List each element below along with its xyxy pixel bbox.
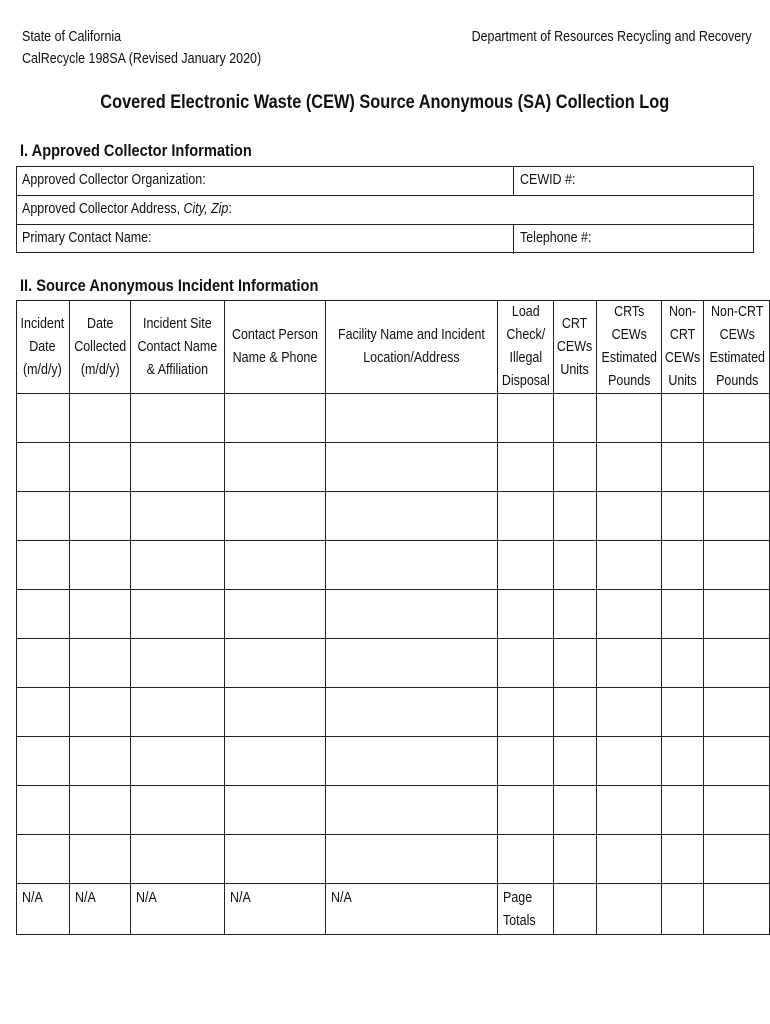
date-collected-cell[interactable] bbox=[69, 639, 131, 688]
crt-units-cell[interactable] bbox=[554, 394, 596, 443]
noncrt-units-cell[interactable] bbox=[662, 737, 704, 786]
total-noncrt-units-cell[interactable] bbox=[662, 884, 704, 935]
date-collected-cell[interactable] bbox=[69, 835, 131, 884]
site-contact-cell[interactable] bbox=[131, 590, 225, 639]
form-id-label: CalRecycle 198SA (Revised January 2020) bbox=[22, 51, 262, 67]
table-row bbox=[17, 492, 770, 541]
crt-units-cell[interactable] bbox=[554, 639, 596, 688]
site-contact-cell[interactable] bbox=[131, 737, 225, 786]
crt-pounds-cell[interactable] bbox=[596, 639, 662, 688]
crt-pounds-cell[interactable] bbox=[596, 835, 662, 884]
org-row bbox=[17, 167, 753, 196]
site-contact-cell[interactable] bbox=[131, 443, 225, 492]
incident-date-cell[interactable] bbox=[17, 688, 70, 737]
table-row bbox=[17, 639, 770, 688]
noncrt-units-cell[interactable] bbox=[662, 492, 704, 541]
noncrt-pounds-cell[interactable] bbox=[704, 443, 770, 492]
approved-collector-info-box bbox=[16, 166, 754, 253]
noncrt-pounds-cell[interactable] bbox=[704, 541, 770, 590]
date-collected-cell[interactable] bbox=[69, 590, 131, 639]
crt-units-cell[interactable] bbox=[554, 492, 596, 541]
load-check-cell[interactable] bbox=[497, 541, 554, 590]
crt-units-cell[interactable] bbox=[554, 443, 596, 492]
load-check-cell[interactable] bbox=[497, 737, 554, 786]
crt-pounds-cell[interactable] bbox=[596, 786, 662, 835]
date-collected-cell[interactable] bbox=[69, 786, 131, 835]
crt-pounds-cell[interactable] bbox=[596, 541, 662, 590]
department-label: Department of Resources Recycling and Recovery bbox=[471, 29, 752, 45]
telephone-field[interactable]: Telephone #: bbox=[520, 230, 592, 246]
col-header-crt-units: CRT CEWs Units bbox=[554, 301, 596, 394]
date-collected-cell[interactable] bbox=[69, 394, 131, 443]
load-check-cell[interactable] bbox=[497, 590, 554, 639]
facility-location-cell[interactable] bbox=[325, 492, 497, 541]
contact-person-cell[interactable] bbox=[224, 590, 325, 639]
na-cell: N/A bbox=[69, 884, 131, 935]
table-row bbox=[17, 786, 770, 835]
na-cell: N/A bbox=[325, 884, 497, 935]
noncrt-units-cell[interactable] bbox=[662, 394, 704, 443]
site-contact-cell[interactable] bbox=[131, 688, 225, 737]
divider bbox=[513, 167, 514, 195]
facility-location-cell[interactable] bbox=[325, 394, 497, 443]
site-contact-cell[interactable] bbox=[131, 541, 225, 590]
noncrt-pounds-cell[interactable] bbox=[704, 737, 770, 786]
facility-location-cell[interactable] bbox=[325, 443, 497, 492]
incident-date-cell[interactable] bbox=[17, 590, 70, 639]
table-row bbox=[17, 688, 770, 737]
section-2-title: II. Source Anonymous Incident Information bbox=[20, 276, 319, 295]
noncrt-units-cell[interactable] bbox=[662, 639, 704, 688]
crt-pounds-cell[interactable] bbox=[596, 590, 662, 639]
col-header-crt-pounds: CRTs CEWs Estimated Pounds bbox=[596, 301, 662, 394]
form-header-right bbox=[426, 26, 752, 48]
site-contact-cell[interactable] bbox=[131, 786, 225, 835]
noncrt-units-cell[interactable] bbox=[662, 835, 704, 884]
col-header-noncrt-units: Non- CRT CEWs Units bbox=[662, 301, 704, 394]
noncrt-units-cell[interactable] bbox=[662, 590, 704, 639]
noncrt-units-cell[interactable] bbox=[662, 688, 704, 737]
org-field[interactable]: Approved Collector Organization: bbox=[22, 172, 206, 188]
col-header-noncrt-pounds: Non-CRT CEWs Estimated Pounds bbox=[704, 301, 770, 394]
total-crt-units-cell[interactable] bbox=[554, 884, 596, 935]
load-check-cell[interactable] bbox=[497, 443, 554, 492]
facility-location-cell[interactable] bbox=[325, 639, 497, 688]
na-cell: N/A bbox=[131, 884, 225, 935]
crt-units-cell[interactable] bbox=[554, 786, 596, 835]
facility-location-cell[interactable] bbox=[325, 786, 497, 835]
crt-pounds-cell[interactable] bbox=[596, 394, 662, 443]
site-contact-cell[interactable] bbox=[131, 639, 225, 688]
crt-units-cell[interactable] bbox=[554, 590, 596, 639]
table-row bbox=[17, 541, 770, 590]
address-row bbox=[17, 196, 753, 225]
total-crt-pounds-cell[interactable] bbox=[596, 884, 662, 935]
noncrt-pounds-cell[interactable] bbox=[704, 590, 770, 639]
incident-date-cell[interactable] bbox=[17, 443, 70, 492]
crt-units-cell[interactable] bbox=[554, 688, 596, 737]
col-header-load-check: Load Check/ Illegal Disposal bbox=[497, 301, 554, 394]
col-header-facility-location: Facility Name and Incident Location/Address bbox=[325, 301, 497, 394]
col-header-contact-person: Contact Person Name & Phone bbox=[224, 301, 325, 394]
crt-pounds-cell[interactable] bbox=[596, 492, 662, 541]
noncrt-pounds-cell[interactable] bbox=[704, 835, 770, 884]
contact-person-cell[interactable] bbox=[224, 492, 325, 541]
divider bbox=[513, 225, 514, 254]
facility-location-cell[interactable] bbox=[325, 541, 497, 590]
contact-name-field[interactable]: Primary Contact Name: bbox=[22, 230, 152, 246]
date-collected-cell[interactable] bbox=[69, 443, 131, 492]
date-collected-cell[interactable] bbox=[69, 688, 131, 737]
date-collected-cell[interactable] bbox=[69, 541, 131, 590]
load-check-cell[interactable] bbox=[497, 639, 554, 688]
noncrt-pounds-cell[interactable] bbox=[704, 394, 770, 443]
col-header-date-collected: Date Collected (m/d/y) bbox=[69, 301, 131, 394]
page-totals-row bbox=[17, 884, 770, 935]
state-label: State of California bbox=[22, 29, 122, 45]
crt-pounds-cell[interactable] bbox=[596, 688, 662, 737]
incident-date-cell[interactable] bbox=[17, 394, 70, 443]
table-row bbox=[17, 443, 770, 492]
noncrt-pounds-cell[interactable] bbox=[704, 492, 770, 541]
na-cell: N/A bbox=[17, 884, 70, 935]
noncrt-pounds-cell[interactable] bbox=[704, 688, 770, 737]
table-row bbox=[17, 737, 770, 786]
contact-person-cell[interactable] bbox=[224, 443, 325, 492]
incident-date-cell[interactable] bbox=[17, 737, 70, 786]
incident-log-table bbox=[16, 300, 770, 935]
contact-person-cell[interactable] bbox=[224, 639, 325, 688]
crt-units-cell[interactable] bbox=[554, 835, 596, 884]
load-check-cell[interactable] bbox=[497, 492, 554, 541]
crt-units-cell[interactable] bbox=[554, 737, 596, 786]
facility-location-cell[interactable] bbox=[325, 688, 497, 737]
incident-log-table-wrap bbox=[16, 300, 770, 935]
load-check-cell[interactable] bbox=[497, 835, 554, 884]
crt-pounds-cell[interactable] bbox=[596, 443, 662, 492]
total-noncrt-pounds-cell[interactable] bbox=[704, 884, 770, 935]
table-row bbox=[17, 590, 770, 639]
facility-location-cell[interactable] bbox=[325, 835, 497, 884]
form-header-left bbox=[22, 26, 300, 70]
noncrt-units-cell[interactable] bbox=[662, 786, 704, 835]
incident-date-cell[interactable] bbox=[17, 492, 70, 541]
address-field[interactable]: Approved Collector Address, City, Zip: bbox=[22, 201, 232, 217]
table-row bbox=[17, 394, 770, 443]
contact-person-cell[interactable] bbox=[224, 541, 325, 590]
incident-date-cell[interactable] bbox=[17, 835, 70, 884]
form-title: Covered Electronic Waste (CEW) Source Anonymous (SA) Collection Log bbox=[100, 92, 670, 113]
col-header-incident-site-contact: Incident Site Contact Name & Affiliation bbox=[131, 301, 225, 394]
load-check-cell[interactable] bbox=[497, 688, 554, 737]
incident-date-cell[interactable] bbox=[17, 541, 70, 590]
table-header-row bbox=[17, 301, 770, 394]
na-cell: N/A bbox=[224, 884, 325, 935]
date-collected-cell[interactable] bbox=[69, 737, 131, 786]
page-totals-label: Page Totals bbox=[497, 884, 554, 935]
crt-pounds-cell[interactable] bbox=[596, 737, 662, 786]
date-collected-cell[interactable] bbox=[69, 492, 131, 541]
site-contact-cell[interactable] bbox=[131, 835, 225, 884]
site-contact-cell[interactable] bbox=[131, 492, 225, 541]
contact-person-cell[interactable] bbox=[224, 688, 325, 737]
contact-person-cell[interactable] bbox=[224, 394, 325, 443]
noncrt-units-cell[interactable] bbox=[662, 541, 704, 590]
noncrt-pounds-cell[interactable] bbox=[704, 786, 770, 835]
crt-units-cell[interactable] bbox=[554, 541, 596, 590]
facility-location-cell[interactable] bbox=[325, 590, 497, 639]
facility-location-cell[interactable] bbox=[325, 737, 497, 786]
contact-row bbox=[17, 225, 753, 254]
contact-person-cell[interactable] bbox=[224, 737, 325, 786]
table-row bbox=[17, 835, 770, 884]
col-header-incident-date: Incident Date (m/d/y) bbox=[17, 301, 70, 394]
incident-date-cell[interactable] bbox=[17, 639, 70, 688]
section-1-title: I. Approved Collector Information bbox=[20, 141, 252, 160]
cewid-field[interactable]: CEWID #: bbox=[520, 172, 576, 188]
noncrt-units-cell[interactable] bbox=[662, 443, 704, 492]
load-check-cell[interactable] bbox=[497, 786, 554, 835]
incident-date-cell[interactable] bbox=[17, 786, 70, 835]
site-contact-cell[interactable] bbox=[131, 394, 225, 443]
contact-person-cell[interactable] bbox=[224, 835, 325, 884]
contact-person-cell[interactable] bbox=[224, 786, 325, 835]
noncrt-pounds-cell[interactable] bbox=[704, 639, 770, 688]
load-check-cell[interactable] bbox=[497, 394, 554, 443]
